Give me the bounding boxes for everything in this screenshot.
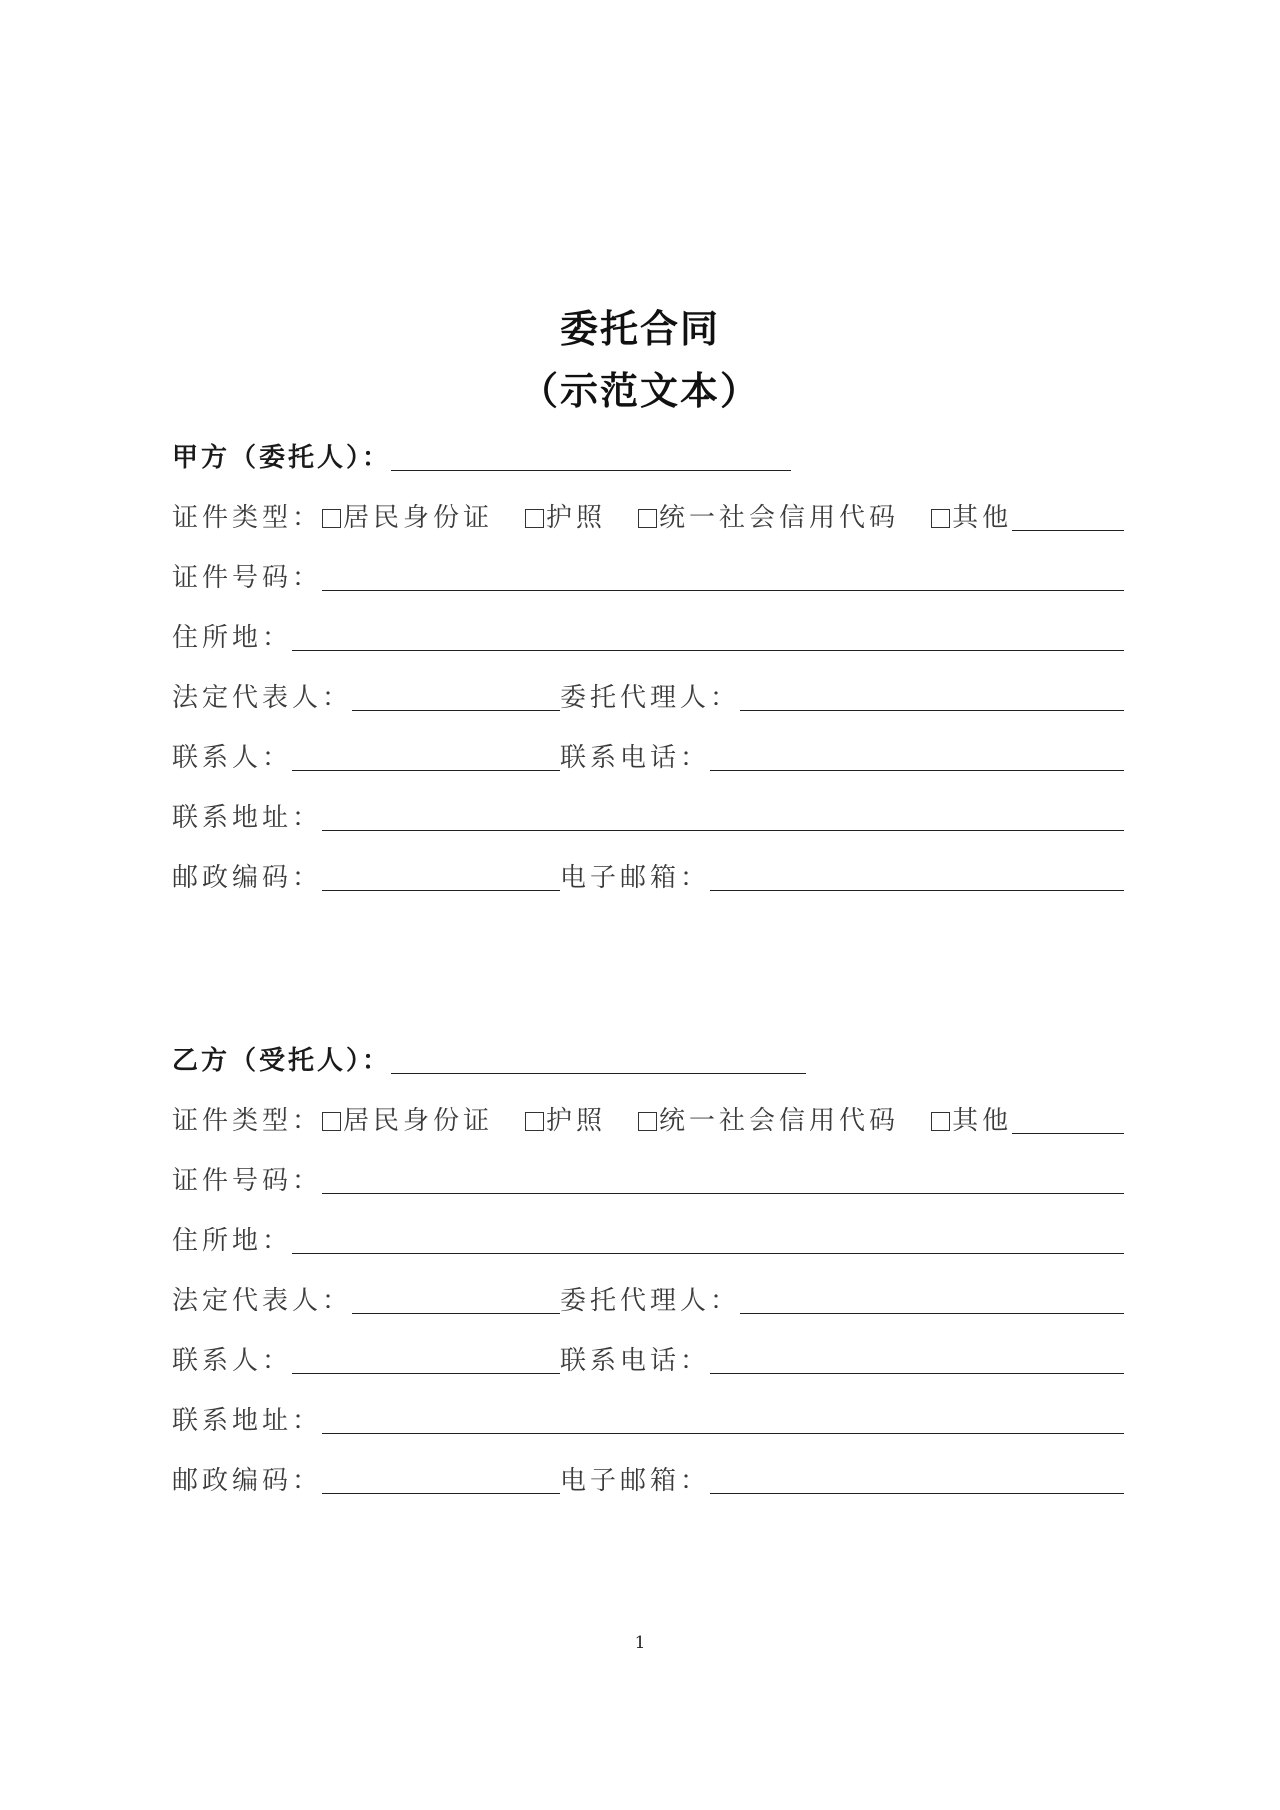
id-number-label: 证件号码： <box>172 563 323 593</box>
address-label: 联系地址： <box>172 803 323 833</box>
other-id-field[interactable] <box>1012 500 1124 531</box>
legal-rep-field[interactable] <box>352 1283 560 1314</box>
id-type-label: 证件类型： <box>172 1106 323 1136</box>
option-label: 居民身份证 <box>343 1106 494 1136</box>
agent-field[interactable] <box>740 680 1124 711</box>
legal-rep-field[interactable] <box>352 680 560 711</box>
address-row <box>172 1378 1124 1438</box>
option-other[interactable] <box>931 501 1012 535</box>
option-label: 其他 <box>952 1106 1013 1136</box>
residence-field[interactable] <box>292 620 1124 651</box>
residence-label: 住所地： <box>172 1226 293 1256</box>
checkbox-icon[interactable] <box>525 509 544 528</box>
email-label: 电子邮箱： <box>560 863 711 893</box>
residence-field[interactable] <box>292 1223 1124 1254</box>
option-resident-id[interactable] <box>322 501 493 535</box>
other-id-field[interactable] <box>1012 1103 1124 1134</box>
agent-label: 委托代理人： <box>560 683 741 713</box>
postcode-row <box>172 1438 1124 1498</box>
email-label: 电子邮箱： <box>560 1466 711 1496</box>
address-row <box>172 775 1124 835</box>
legal-rep-label: 法定代表人： <box>172 1286 353 1316</box>
email-field[interactable] <box>710 860 1124 891</box>
party-b-section <box>172 1028 1124 1498</box>
option-other[interactable] <box>931 1104 1012 1138</box>
email-field[interactable] <box>710 1463 1124 1494</box>
id-number-row <box>172 1138 1124 1198</box>
id-number-row <box>172 535 1124 595</box>
document-title: 委托合同 <box>559 307 720 351</box>
agent-field[interactable] <box>740 1283 1124 1314</box>
address-field[interactable] <box>322 800 1124 831</box>
party-a-row <box>172 425 1124 475</box>
option-label: 护照 <box>546 503 607 533</box>
option-credit-code[interactable] <box>638 1104 899 1138</box>
checkbox-icon[interactable] <box>322 509 341 528</box>
contact-label: 联系人： <box>172 743 293 773</box>
id-type-label: 证件类型： <box>172 503 323 533</box>
option-label: 其他 <box>952 503 1013 533</box>
checkbox-icon[interactable] <box>931 509 950 528</box>
party-a-name-field[interactable] <box>391 440 791 471</box>
page-number: 1 <box>634 1633 646 1653</box>
address-label: 联系地址： <box>172 1406 323 1436</box>
option-credit-code[interactable] <box>638 501 899 535</box>
contact-label: 联系人： <box>172 1346 293 1376</box>
id-type-row <box>172 1078 1124 1138</box>
postcode-field[interactable] <box>322 1463 560 1494</box>
contact-row <box>172 1318 1124 1378</box>
phone-label: 联系电话： <box>560 1346 711 1376</box>
option-label: 居民身份证 <box>343 503 494 533</box>
party-b-name-field[interactable] <box>391 1043 806 1074</box>
phone-field[interactable] <box>710 740 1124 771</box>
phone-field[interactable] <box>710 1343 1124 1374</box>
postcode-label: 邮政编码： <box>172 1466 323 1496</box>
legal-rep-row <box>172 1258 1124 1318</box>
residence-row <box>172 1198 1124 1258</box>
checkbox-icon[interactable] <box>525 1112 544 1131</box>
residence-label: 住所地： <box>172 623 293 653</box>
checkbox-icon[interactable] <box>638 509 657 528</box>
checkbox-icon[interactable] <box>638 1112 657 1131</box>
option-label: 护照 <box>546 1106 607 1136</box>
option-label: 统一社会信用代码 <box>659 503 900 533</box>
postcode-field[interactable] <box>322 860 560 891</box>
contact-field[interactable] <box>292 1343 560 1374</box>
party-b-row <box>172 1028 1124 1078</box>
contact-row <box>172 715 1124 775</box>
address-field[interactable] <box>322 1403 1124 1434</box>
party-a-label: 甲方（委托人）： <box>172 443 392 473</box>
postcode-label: 邮政编码： <box>172 863 323 893</box>
agent-label: 委托代理人： <box>560 1286 741 1316</box>
checkbox-icon[interactable] <box>322 1112 341 1131</box>
party-b-label: 乙方（受托人）： <box>172 1046 392 1076</box>
id-number-field[interactable] <box>322 560 1124 591</box>
checkbox-icon[interactable] <box>931 1112 950 1131</box>
party-a-section <box>172 425 1124 895</box>
id-type-row <box>172 475 1124 535</box>
option-passport[interactable] <box>525 1104 606 1138</box>
legal-rep-row <box>172 655 1124 715</box>
id-number-label: 证件号码： <box>172 1166 323 1196</box>
contact-field[interactable] <box>292 740 560 771</box>
id-number-field[interactable] <box>322 1163 1124 1194</box>
postcode-row <box>172 835 1124 895</box>
residence-row <box>172 595 1124 655</box>
option-label: 统一社会信用代码 <box>659 1106 900 1136</box>
phone-label: 联系电话： <box>560 743 711 773</box>
option-resident-id[interactable] <box>322 1104 493 1138</box>
document-subtitle: （示范文本） <box>519 369 760 413</box>
legal-rep-label: 法定代表人： <box>172 683 353 713</box>
option-passport[interactable] <box>525 501 606 535</box>
